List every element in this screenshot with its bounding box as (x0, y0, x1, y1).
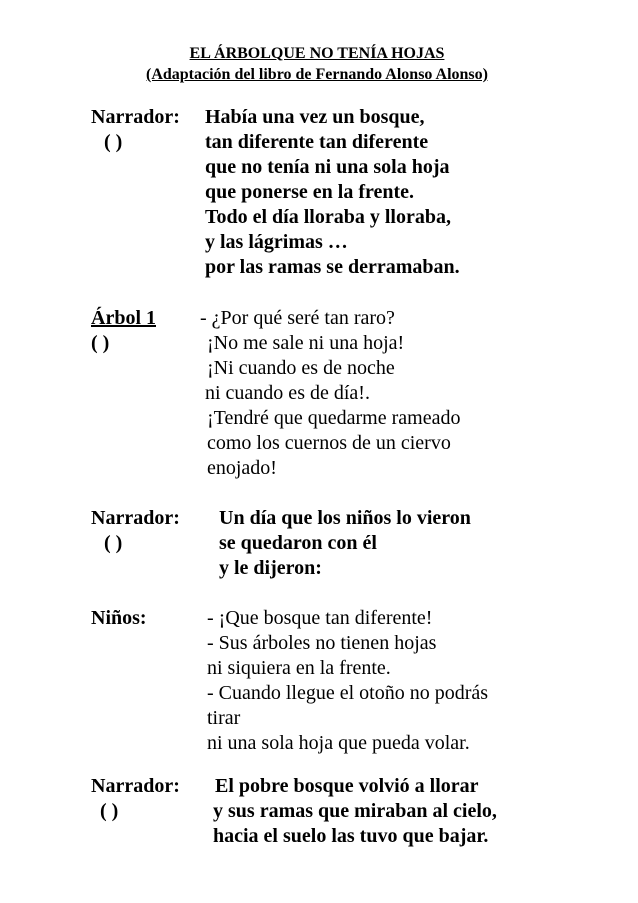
speaker-label-narrador-1: Narrador: (91, 106, 180, 128)
speaker-label-narrador-2: Narrador: (91, 507, 180, 529)
dialogue-line: como los cuernos de un ciervo (207, 432, 451, 454)
dialogue-line: tan diferente tan diferente (205, 131, 429, 153)
dialogue-line: - ¿Por qué seré tan raro? (200, 307, 395, 329)
dialogue-line: ni siquiera en la frente. (207, 657, 391, 679)
role-placeholder-3: ( ) (104, 532, 123, 554)
role-placeholder-2: ( ) (91, 332, 110, 354)
dialogue-line: ni cuando es de día!. (205, 382, 370, 404)
dialogue-line: El pobre bosque volvió a llorar (215, 775, 479, 797)
speaker-label-arbol-1: Árbol 1 (91, 307, 156, 329)
speaker-label-narrador-3: Narrador: (91, 775, 180, 797)
dialogue-line: que no tenía ni una sola hoja (205, 156, 450, 178)
document-title: EL ÁRBOLQUE NO TENÍA HOJAS (189, 45, 445, 62)
dialogue-line: que ponerse en la frente. (205, 181, 415, 203)
dialogue-line: ni una sola hoja que pueda volar. (207, 732, 470, 754)
dialogue-line: se quedaron con él (219, 532, 377, 554)
document-subtitle: (Adaptación del libro de Fernando Alonso Alonso) (146, 66, 488, 83)
dialogue-line: ¡Ni cuando es de noche (207, 357, 395, 379)
dialogue-line: y las lágrimas … (205, 231, 348, 253)
dialogue-line: Había una vez un bosque, (205, 106, 425, 128)
dialogue-line: - Sus árboles no tienen hojas (207, 632, 437, 654)
dialogue-line: tirar (207, 707, 241, 729)
dialogue-line: - Cuando llegue el otoño no podrás (207, 682, 489, 704)
dialogue-line: Un día que los niños lo vieron (219, 507, 471, 529)
dialogue-line: y le dijeron: (219, 557, 322, 579)
role-placeholder-5: ( ) (100, 800, 119, 822)
dialogue-line: Todo el día lloraba y lloraba, (205, 206, 451, 228)
dialogue-line: ¡No me sale ni una hoja! (207, 332, 405, 354)
role-placeholder-1: ( ) (104, 131, 123, 153)
dialogue-line: - ¡Que bosque tan diferente! (207, 607, 433, 629)
dialogue-line: ¡Tendré que quedarme rameado (207, 407, 461, 429)
speaker-label-ninos: Niños: (91, 607, 147, 629)
dialogue-line: y sus ramas que miraban al cielo, (213, 800, 497, 822)
dialogue-line: enojado! (207, 457, 277, 479)
dialogue-line: hacia el suelo las tuvo que bajar. (213, 825, 489, 847)
dialogue-line: por las ramas se derramaban. (205, 256, 460, 278)
